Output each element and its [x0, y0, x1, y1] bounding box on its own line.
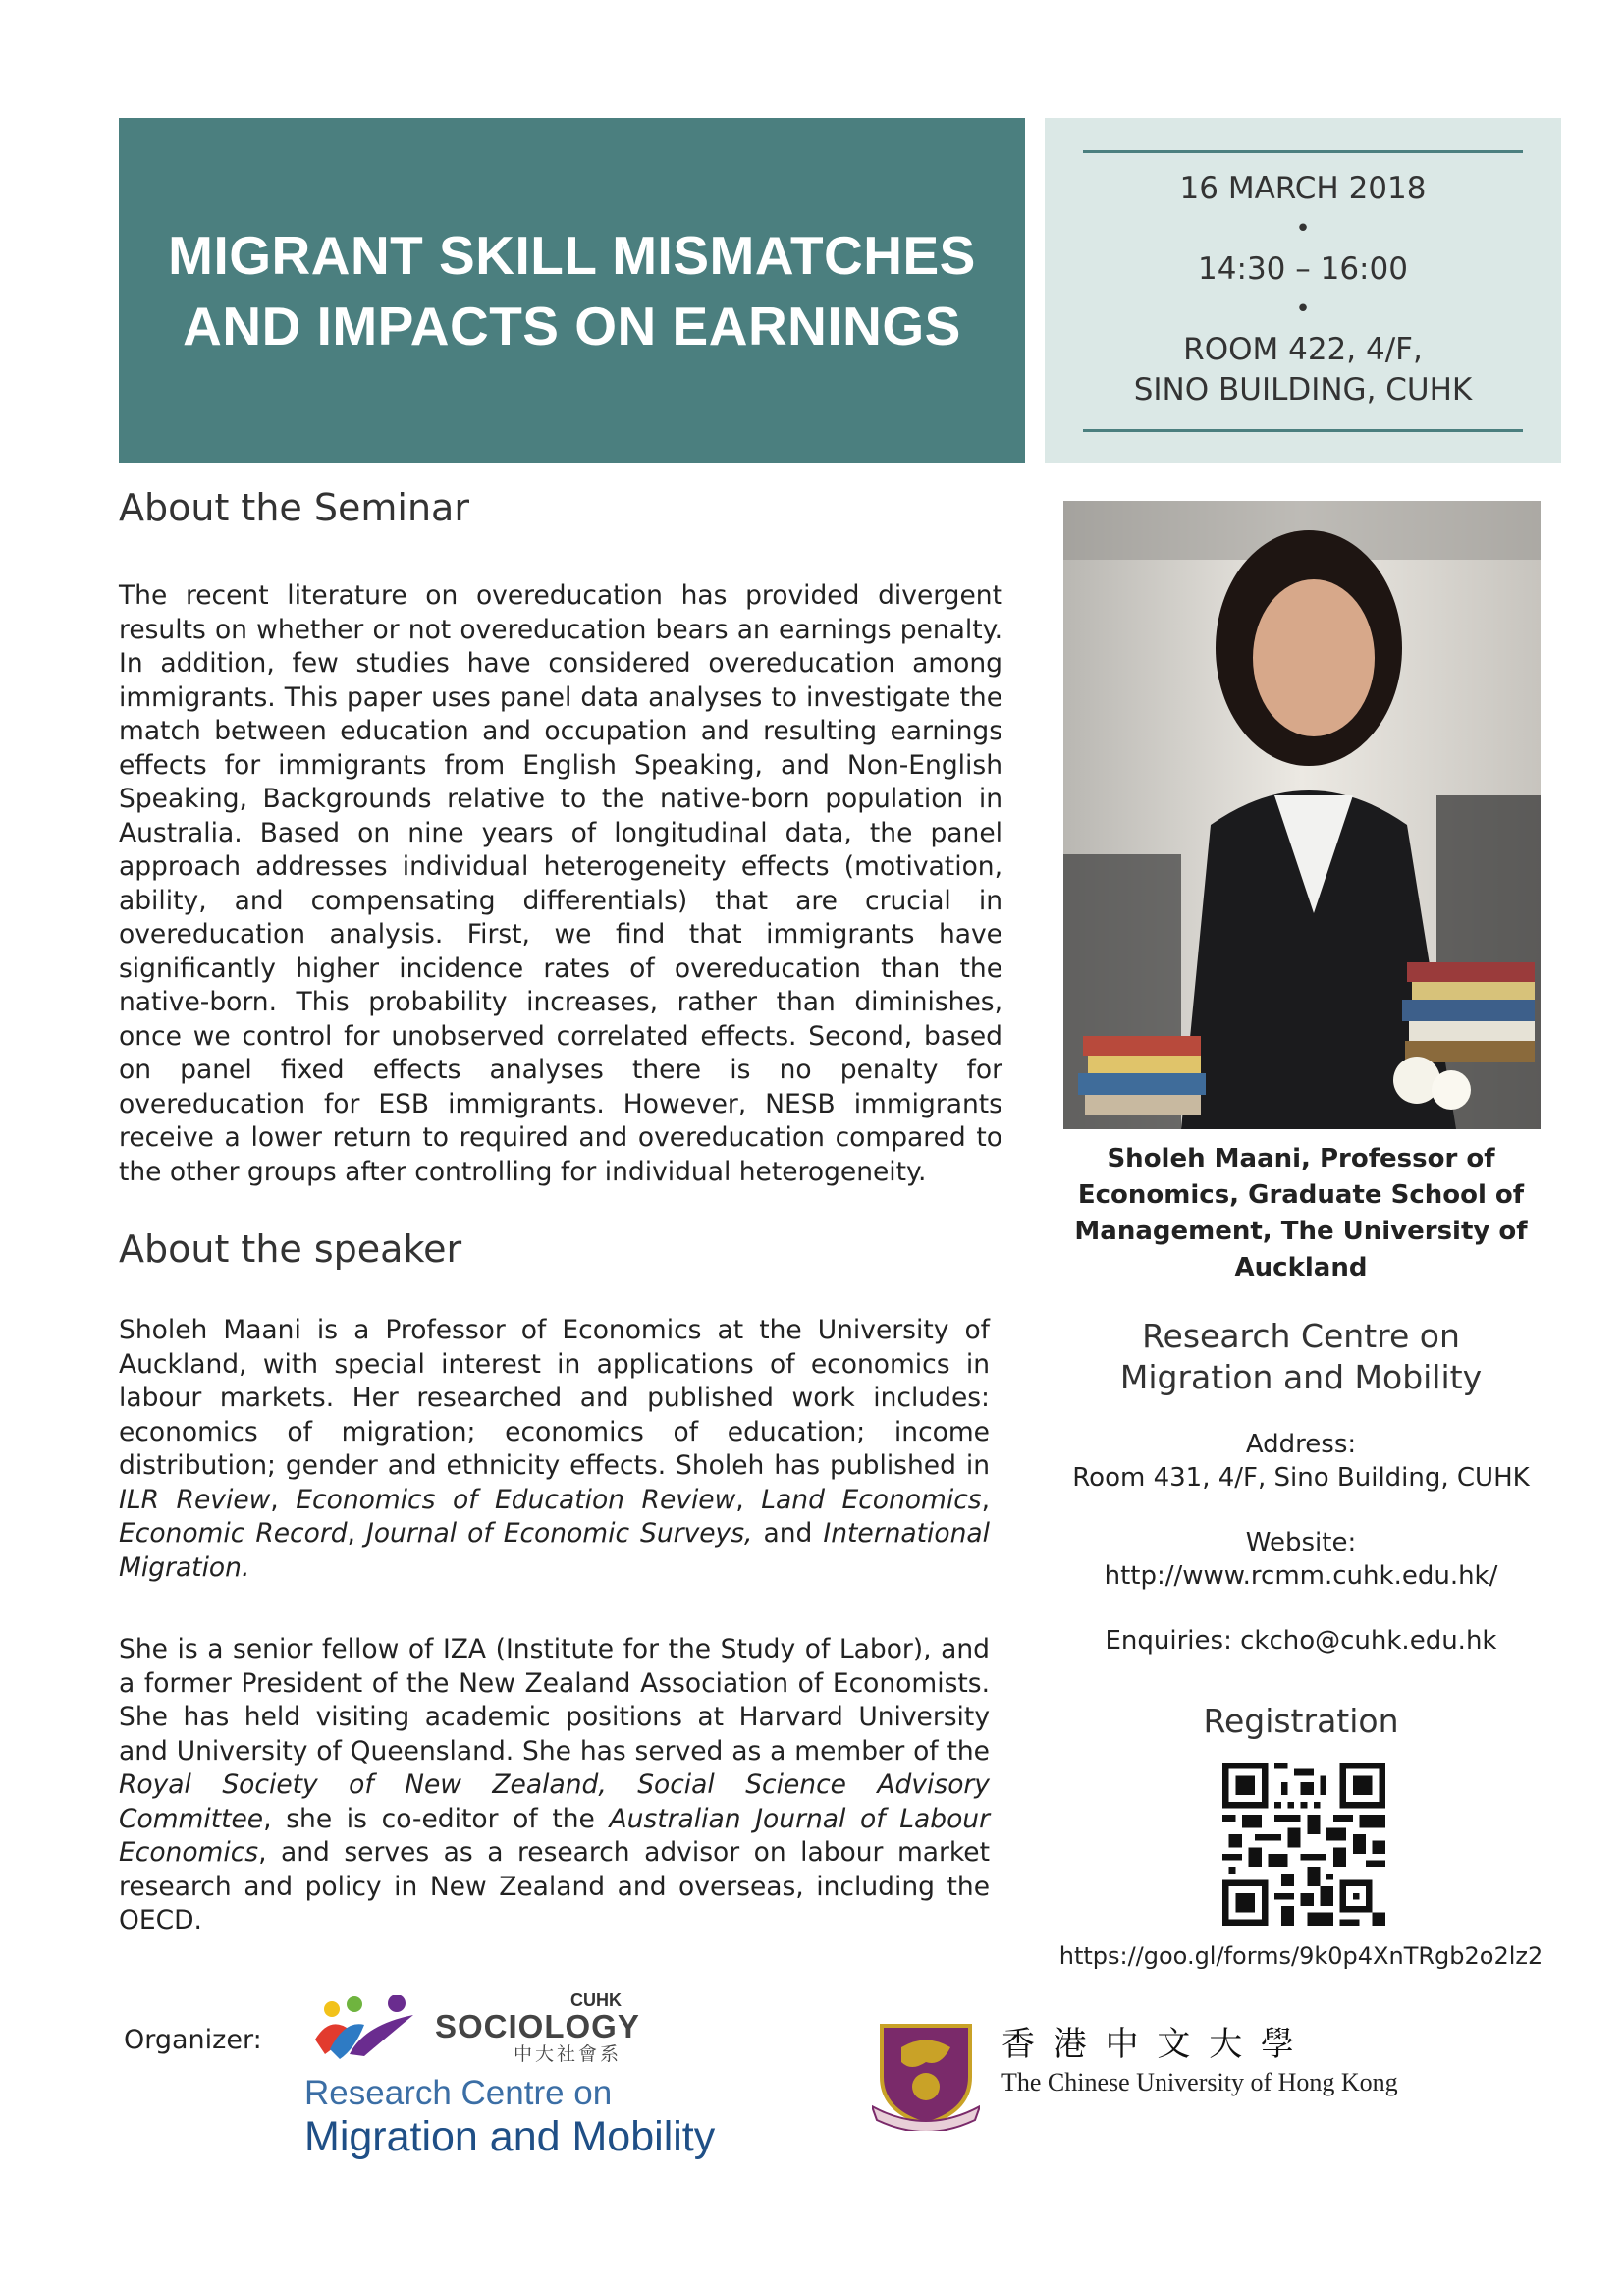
website-link[interactable]: http://www.rcmm.cuhk.edu.hk/	[1104, 1561, 1498, 1591]
committee-name: Royal Society of New Zealand, Social Science Advisory Committee	[119, 1769, 990, 1834]
qr-code-icon[interactable]	[1222, 1763, 1385, 1926]
rcmm-logo	[304, 2074, 715, 2160]
bullet-separator: •	[1295, 295, 1311, 324]
rcmm-line-2: Migration and Mobility	[304, 2113, 716, 2160]
journal-title: Land Economics	[761, 1484, 982, 1515]
cuhk-crest-icon	[872, 2018, 980, 2131]
seminar-heading: About the Seminar	[119, 486, 469, 529]
seminar-title	[168, 220, 976, 361]
speaker-bio-paragraph-1: Sholeh Maani is a Professor of Economics at the University of Auckland, with special interest in applications of economics in labour markets. Her researched and published work includes: economics of migration; economics of education; income distribution; gender and ethnicity effects. Sholeh has published in ILR Review, Economics of Education Review, Land Economics, Economic Record, Journal of Economic Surveys, and International Migration.	[119, 1315, 991, 1583]
event-venue-line-2: SINO BUILDING, CUHK	[1133, 372, 1473, 408]
sociology-cuhk-text: CUHK	[570, 1990, 622, 2010]
bullet-separator: •	[1295, 214, 1311, 244]
rcmm-line-1: Research Centre on	[304, 2074, 613, 2112]
speaker-bio-paragraph-2: She is a senior fellow of IZA (Institute for the Study of Labor), and a former President of the New Zealand Association of Economists. She has held visiting academic positions at Harvard University and University of Queensland. She has served as a member of the Royal Society of New Zealand, Social Science Advisory Committee, she is co-editor of the Australian Journal of Labour Economics, and serves as a research advisor on labour market research and policy in New Zealand and overseas, including the OECD.	[119, 1634, 990, 1935]
sociology-logo	[435, 1990, 640, 2065]
journal-title: Journal of Economic Surveys,	[366, 1518, 753, 1549]
journal-title: Economics of Education Review	[296, 1484, 736, 1515]
website-label: Website:	[1245, 1528, 1357, 1557]
sociology-chinese-text: 中大社會系	[513, 2043, 622, 2065]
seminar-abstract: The recent literature on overeducation has provided divergent results on whether or not overeducation bears an earnings penalty. In addition, few studies have considered overeducation among immigrants. This paper uses panel data analyses to investigate the match between education and occupation and resulting earnings effects for immigrants from English Speaking, and Non-English Speaking, Backgrounds relative to the native-born population in Australia. Based on nine years of longitudinal data, the panel approach addresses individual heterogeneity effects (motivation, ability, and compensating differentials) that are crucial in overeducation analysis. First, we find that immigrants have significantly higher incidence rates of overeducation than the native-born. This probability increases, rather than diminishes, once we control for unobserved correlated effects. Second, based on panel fixed effects analyses there is no penalty for overeducation for ESB immigrants. However, NESB immigrants receive a lower return to required and overeducation compared to the other groups after controlling for individual heterogeneity.	[119, 580, 1002, 1187]
journal-title: International Migration.	[119, 1518, 991, 1583]
journal-title: Economic Record	[119, 1518, 348, 1549]
address: Room 431, 4/F, Sino Building, CUHK	[1072, 1463, 1530, 1493]
organizer-label: Organizer:	[124, 2025, 262, 2055]
title-line-2: AND IMPACTS ON EARNINGS	[183, 296, 961, 356]
title-line-1: MIGRANT SKILL MISMATCHES	[168, 225, 976, 286]
speaker-photo	[1063, 501, 1541, 1129]
registration-link[interactable]: https://goo.gl/forms/9k0p4XnTRgb2o2lz2	[1058, 1942, 1543, 1970]
event-info-box	[1045, 118, 1561, 463]
cuhk-chinese-name: 香 港 中 文 大 學	[1001, 2025, 1299, 2064]
photo-caption: Sholeh Maani, Professor of Economics, Graduate School of Management, The University of Auckland	[1074, 1144, 1528, 1282]
sociology-text: SOCIOLOGY	[435, 2008, 640, 2044]
address-label: Address:	[1245, 1430, 1357, 1459]
journal-title: ILR Review	[119, 1484, 271, 1515]
info-bottom-rule	[1083, 429, 1523, 432]
registration-heading: Registration	[1203, 1702, 1399, 1740]
sociology-people-logo-icon	[310, 1995, 418, 2064]
info-top-rule	[1083, 150, 1523, 153]
event-time: 14:30 – 16:00	[1198, 251, 1408, 287]
enquiries-email[interactable]: Enquiries: ckcho@cuhk.edu.hk	[1105, 1626, 1497, 1656]
event-venue-line-1: ROOM 422, 4/F,	[1183, 332, 1423, 367]
speaker-heading: About the speaker	[119, 1227, 462, 1271]
title-banner	[119, 118, 1025, 463]
centre-name: Research Centre on Migration and Mobility	[1119, 1317, 1483, 1396]
cuhk-english-name: The Chinese University of Hong Kong	[1001, 2068, 1398, 2096]
event-date: 16 MARCH 2018	[1179, 171, 1427, 206]
contact-block	[1041, 1316, 1561, 1658]
cuhk-wordmark	[1001, 2023, 1398, 2099]
journal-title: Australian Journal of Labour Economics	[119, 1803, 990, 1868]
